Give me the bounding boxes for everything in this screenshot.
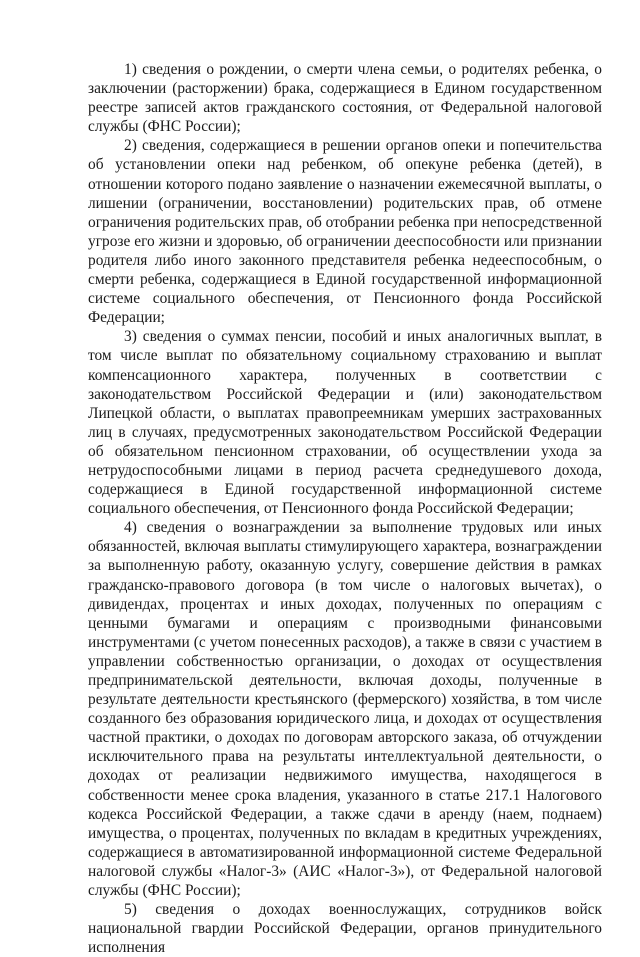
paragraph-5: 5) сведения о доходах военнослужащих, сотрудников войск национальной гвардии Российской Федерации, органов принудительного исполнения bbox=[88, 901, 602, 957]
paragraph-2: 2) сведения, содержащиеся в решении органов опеки и попечительства об установлении опеки над ребенком, об опекуне ребенка (детей), в отношении которого подано заявление о назначении ежемесячной выплаты, о лишении (ограничении, восстановлении) родительских прав, об отмене ограничения родительских прав, об отобрании ребенка при непосредственной угрозе его жизни и здоровью, об ограничении дееспособности или признании родителя либо иного законного представителя ребенка недееспособным, о смерти ребенка, содержащиеся в Единой государственной информационной системе социального обеспечения, от Пенсионного фонда Российской Федерации; bbox=[88, 137, 602, 327]
paragraph-1: 1) сведения о рождении, о смерти члена семьи, о родителях ребенка, о заключении (расторжении) брака, содержащиеся в Едином государственном реестре записей актов гражданского состояния, от Федеральной налоговой службы (ФНС России); bbox=[88, 61, 602, 136]
paragraph-4: 4) сведения о вознаграждении за выполнение трудовых или иных обязанностей, включая выплаты стимулирующего характера, вознаграждении за выполненную работу, оказанную услугу, совершение действия в рамках гражданско-правового договора (в том числе о налоговых вычетах), о дивидендах, процентах и иных доходах, полученных по операциям с ценными бумагами и операциям с производными финансовыми инструментами (с учетом понесенных расходов), а также в связи с участием в управлении собственностью организации, о доходах от осуществления предпринимательской деятельности, включая доходы, полученные в результате деятельности крестьянского (фермерского) хозяйства, в том числе созданного без образования юридического лица, и доходах от осуществления частной практики, о доходах по договорам авторского заказа, об отчуждении исключительного права на результаты интеллектуальной деятельности, о доходах от реализации недвижимого имущества, находящегося в собственности менее срока владения, указанного в статье 217.1 Налогового кодекса Российской Федерации, а также сдачи в аренду (наем, поднаем) имущества, о процентах, полученных по вкладам в кредитных учреждениях, содержащиеся в автоматизированной информационной системе Федеральной налоговой службы «Налог-3» (АИС «Налог-3»), от Федеральной налоговой службы (ФНС России); bbox=[88, 519, 602, 900]
paragraph-3: 3) сведения о суммах пенсии, пособий и иных аналогичных выплат, в том числе выплат по обязательному социальному страхованию и выплат компенсационного характера, полученных в соответствии с законодательством Российской Федерации и (или) законодательством Липецкой области, о выплатах правопреемникам умерших застрахованных лиц в случаях, предусмотренных законодательством Российской Федерации об обязательном пенсионном страховании, об осуществлении ухода за нетрудоспособными лицами в период расчета среднедушевого дохода, содержащиеся в Единой государственной информационной системе социального обеспечения, от Пенсионного фонда Российской Федерации; bbox=[88, 328, 602, 518]
document-page bbox=[88, 60, 602, 957]
